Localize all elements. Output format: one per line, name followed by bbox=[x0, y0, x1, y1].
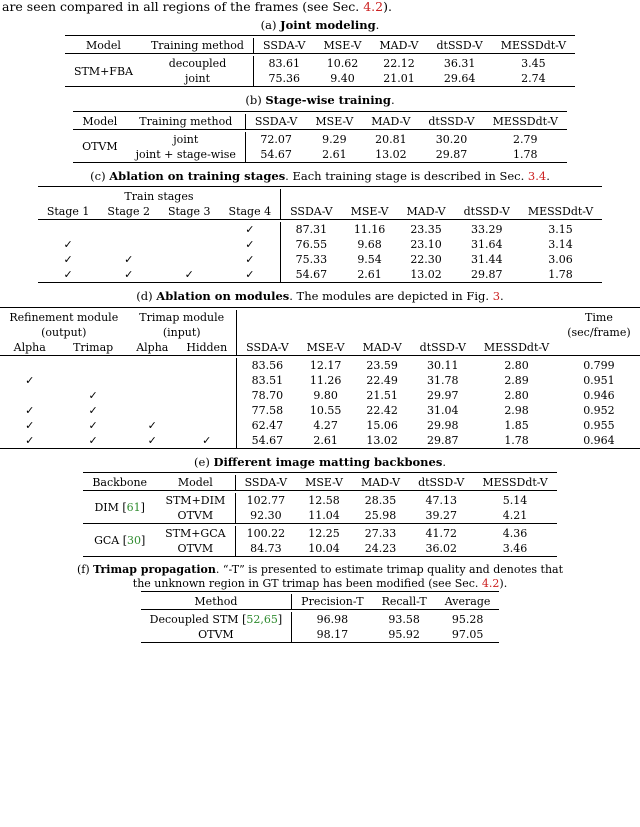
cell-value: 22.12 bbox=[383, 57, 415, 71]
col-refine-trimap: Trimap bbox=[73, 340, 114, 354]
table-row bbox=[0, 358, 639, 373]
col-messddt: MESSDdt-V bbox=[527, 205, 594, 219]
table-row bbox=[0, 403, 639, 418]
method-name: Decoupled STM bbox=[149, 613, 239, 627]
cell-model: OTVM bbox=[177, 508, 214, 522]
cell-value: 1.78 bbox=[513, 147, 538, 161]
module-check: ✓ bbox=[88, 418, 98, 432]
cell-value: 13.02 bbox=[366, 433, 398, 447]
cell-value: 2.61 bbox=[322, 147, 347, 161]
group-header-trimap-module: Trimap module bbox=[139, 310, 225, 324]
cell-value: 9.29 bbox=[322, 132, 347, 146]
cell-value: 77.58 bbox=[237, 403, 298, 418]
cell-value: 3.15 bbox=[548, 223, 573, 237]
cell-value: 36.02 bbox=[425, 541, 457, 555]
cell-value: 76.55 bbox=[281, 237, 342, 252]
table-row bbox=[0, 418, 639, 433]
table-row-header bbox=[0, 340, 639, 356]
time-header: Time bbox=[585, 310, 613, 324]
table-row-group-subheader bbox=[0, 325, 639, 340]
cell-method: joint + stage-wise bbox=[135, 147, 236, 161]
cell-value: 83.61 bbox=[253, 56, 314, 71]
caption-end: . bbox=[546, 168, 550, 183]
cell-value: 24.23 bbox=[364, 541, 397, 555]
col-mse: MSE-V bbox=[323, 39, 362, 53]
cell-value: 78.70 bbox=[237, 388, 298, 403]
col-model: Model bbox=[82, 114, 118, 128]
cell-model: STM+FBA bbox=[73, 64, 133, 78]
top-text-end: ). bbox=[383, 0, 392, 14]
table-row bbox=[38, 237, 602, 252]
cell-value: 27.33 bbox=[364, 526, 397, 540]
group-header-refinement-module: Refinement module bbox=[9, 310, 119, 324]
cell-value: 13.02 bbox=[410, 268, 442, 282]
module-check: ✓ bbox=[88, 403, 98, 417]
module-check bbox=[177, 388, 236, 403]
caption-title: Joint modeling bbox=[280, 18, 376, 32]
module-check: ✓ bbox=[202, 433, 212, 447]
group-header-train-stages: Train stages bbox=[124, 190, 194, 204]
cell-value: 4.36 bbox=[502, 526, 528, 540]
col-mad: MAD-V bbox=[379, 39, 419, 53]
cell-value: 2.61 bbox=[357, 268, 382, 282]
module-check bbox=[177, 373, 236, 388]
section-reference[interactable]: 4.2 bbox=[481, 577, 500, 591]
stage-check: ✓ bbox=[63, 238, 73, 252]
col-messddt: MESSDdt-V bbox=[482, 475, 548, 489]
table-row bbox=[0, 433, 639, 449]
caption-end: ). bbox=[499, 577, 508, 591]
cell-value: 29.87 bbox=[435, 147, 468, 161]
table-b bbox=[73, 111, 567, 165]
stage-check: ✓ bbox=[63, 253, 73, 267]
col-mse: MSE-V bbox=[306, 340, 345, 354]
cell-value: 9.80 bbox=[313, 388, 338, 402]
cell-value: 84.73 bbox=[235, 541, 296, 557]
col-mad: MAD-V bbox=[406, 205, 446, 219]
caption-suffix: . bbox=[375, 18, 380, 32]
cell-value: 54.67 bbox=[245, 147, 306, 163]
table-f-caption bbox=[0, 563, 640, 592]
stage-check: ✓ bbox=[124, 253, 134, 267]
col-refine-alpha: Alpha bbox=[13, 340, 46, 354]
table-c-block bbox=[0, 169, 640, 285]
caption-suffix: . bbox=[442, 454, 446, 469]
stage-check: ✓ bbox=[63, 268, 73, 282]
col-mse: MSE-V bbox=[305, 475, 343, 489]
table-row-header bbox=[38, 204, 602, 220]
stage-check: ✓ bbox=[124, 268, 134, 282]
cell-value: 3.46 bbox=[502, 541, 528, 555]
caption-title: Ablation on modules bbox=[156, 289, 290, 304]
col-average: Average bbox=[444, 595, 491, 609]
cell-value: 11.04 bbox=[308, 508, 340, 522]
module-check: ✓ bbox=[25, 433, 35, 447]
citation-reference[interactable]: 52,65 bbox=[246, 613, 278, 627]
table-c-caption bbox=[0, 169, 640, 183]
table-row bbox=[73, 147, 567, 163]
caption-prefix: (e) bbox=[194, 454, 210, 469]
cell-value: 23.35 bbox=[410, 223, 442, 237]
cell-value: 22.42 bbox=[366, 403, 398, 417]
stage-check bbox=[159, 222, 220, 237]
col-messddt: MESSDdt-V bbox=[483, 340, 550, 354]
cell-value: 29.98 bbox=[427, 418, 459, 432]
table-a-caption bbox=[0, 18, 640, 32]
cell-value: 30.20 bbox=[435, 132, 468, 146]
col-trimap-alpha: Alpha bbox=[136, 340, 169, 354]
table-row bbox=[141, 612, 500, 627]
table-row bbox=[141, 627, 500, 643]
cell-backbone: GCA [30] bbox=[94, 534, 146, 548]
stage-check: ✓ bbox=[245, 238, 255, 252]
cell-value: 5.14 bbox=[502, 493, 528, 507]
cell-value: 47.13 bbox=[425, 493, 457, 507]
cell-value: 72.07 bbox=[245, 132, 306, 147]
cell-value: 31.64 bbox=[470, 238, 503, 252]
col-stage-4: Stage 4 bbox=[228, 205, 272, 219]
cell-value: 15.06 bbox=[366, 418, 398, 432]
cell-value: 62.47 bbox=[237, 418, 298, 433]
col-mse: MSE-V bbox=[315, 114, 354, 128]
cell-time: 0.799 bbox=[583, 358, 615, 372]
cell-method: Decoupled STM [52,65] bbox=[149, 613, 283, 627]
col-ssda: SSDA-V bbox=[281, 204, 342, 220]
caption-title: Ablation on training stages bbox=[109, 168, 286, 183]
table-a bbox=[65, 35, 575, 89]
col-messddt: MESSDdt-V bbox=[492, 114, 558, 128]
cell-model: STM+DIM bbox=[165, 493, 226, 507]
cell-value: 33.29 bbox=[470, 223, 503, 237]
table-row-header bbox=[83, 475, 556, 491]
module-check bbox=[59, 373, 127, 388]
col-mad: MAD-V bbox=[371, 114, 411, 128]
col-ssda: SSDA-V bbox=[235, 475, 296, 491]
cell-value: 11.26 bbox=[309, 373, 342, 387]
caption-prefix: (a) bbox=[260, 18, 277, 32]
time-subheader: (sec/frame) bbox=[567, 325, 631, 339]
figure-reference[interactable]: 3 bbox=[492, 289, 501, 304]
citation-reference[interactable]: 61 bbox=[126, 501, 141, 515]
cell-value: 2.79 bbox=[513, 132, 538, 146]
cell-value: 31.78 bbox=[427, 373, 459, 387]
col-training-method: Training method bbox=[150, 39, 244, 53]
cell-time: 0.951 bbox=[583, 373, 615, 387]
cell-value: 83.51 bbox=[237, 373, 298, 388]
cell-time: 0.952 bbox=[583, 403, 615, 417]
col-model: Model bbox=[85, 39, 121, 53]
page-top-text-line bbox=[0, 0, 640, 14]
module-check bbox=[177, 418, 236, 433]
col-recall-t: Recall-T bbox=[381, 595, 427, 609]
cell-value: 21.01 bbox=[383, 72, 415, 86]
table-d bbox=[0, 307, 639, 451]
col-ssda: SSDA-V bbox=[245, 114, 306, 130]
table-row bbox=[65, 56, 575, 71]
cell-value: 95.92 bbox=[388, 628, 420, 642]
stage-check bbox=[98, 237, 159, 252]
caption-line-1 bbox=[0, 563, 640, 577]
cell-value: 36.31 bbox=[443, 57, 476, 71]
table-e bbox=[83, 472, 556, 559]
col-method: Method bbox=[194, 595, 238, 609]
cell-backbone: DIM [61] bbox=[94, 501, 145, 515]
col-mse: MSE-V bbox=[350, 205, 389, 219]
module-check bbox=[127, 373, 177, 388]
table-row bbox=[73, 132, 567, 147]
cell-value: 1.85 bbox=[504, 418, 529, 432]
module-check bbox=[177, 403, 236, 418]
table-row bbox=[0, 388, 639, 403]
cell-value: 30.11 bbox=[427, 358, 459, 372]
col-dtssd: dtSSD-V bbox=[428, 114, 475, 128]
cell-value: 2.89 bbox=[504, 373, 529, 387]
cell-value: 1.78 bbox=[504, 433, 529, 447]
module-check: ✓ bbox=[88, 388, 98, 402]
table-a-block bbox=[0, 18, 640, 89]
cell-model: STM+GCA bbox=[165, 526, 226, 540]
cell-value: 13.02 bbox=[375, 147, 407, 161]
caption-prefix: (d) bbox=[136, 289, 153, 304]
table-f-block bbox=[0, 563, 640, 646]
col-model: Model bbox=[177, 475, 213, 489]
caption-prefix: (b) bbox=[245, 93, 262, 108]
cell-value: 75.36 bbox=[253, 71, 314, 87]
stage-check: ✓ bbox=[184, 268, 194, 282]
module-check: ✓ bbox=[25, 403, 35, 417]
stage-check bbox=[98, 222, 159, 237]
cell-value: 23.59 bbox=[366, 358, 398, 372]
cell-value: 75.33 bbox=[281, 252, 342, 267]
module-check: ✓ bbox=[147, 418, 157, 432]
col-dtssd: dtSSD-V bbox=[418, 475, 465, 489]
cell-value: 97.05 bbox=[451, 628, 484, 642]
col-stage-1: Stage 1 bbox=[46, 205, 90, 219]
table-row bbox=[0, 373, 639, 388]
cell-value: 10.04 bbox=[308, 541, 340, 555]
cell-value: 23.10 bbox=[410, 238, 442, 252]
table-row-group-header bbox=[38, 189, 602, 204]
module-check: ✓ bbox=[147, 433, 157, 447]
module-check bbox=[0, 388, 59, 403]
col-training-method: Training method bbox=[139, 114, 233, 128]
cell-value: 102.77 bbox=[235, 493, 296, 508]
col-precision-t: Precision-T bbox=[292, 594, 373, 610]
col-dtssd: dtSSD-V bbox=[419, 340, 466, 354]
section-reference[interactable]: 4.2 bbox=[363, 0, 384, 14]
table-row-header bbox=[65, 38, 575, 54]
cell-value: 83.56 bbox=[237, 358, 298, 373]
cell-value: 29.97 bbox=[427, 388, 459, 402]
cell-value: 87.31 bbox=[281, 222, 342, 237]
cell-value: 2.98 bbox=[504, 403, 529, 417]
cell-time: 0.955 bbox=[583, 418, 615, 432]
cell-value: 95.28 bbox=[451, 613, 484, 627]
col-mad: MAD-V bbox=[362, 340, 402, 354]
cell-value: 29.87 bbox=[427, 433, 459, 447]
col-mad: MAD-V bbox=[361, 475, 401, 489]
cell-model: OTVM bbox=[177, 541, 214, 555]
cell-value: 3.06 bbox=[548, 253, 573, 267]
col-messddt: MESSDdt-V bbox=[500, 39, 567, 53]
caption-line-2 bbox=[0, 577, 640, 591]
cell-value: 4.27 bbox=[313, 418, 338, 432]
cell-value: 96.98 bbox=[292, 612, 373, 627]
cell-value: 21.51 bbox=[366, 388, 398, 402]
cell-method: decoupled bbox=[168, 57, 227, 71]
cell-value: 98.17 bbox=[292, 627, 373, 643]
cell-value: 31.04 bbox=[427, 403, 459, 417]
table-b-block bbox=[0, 93, 640, 164]
table-f bbox=[141, 591, 500, 645]
col-dtssd: dtSSD-V bbox=[463, 205, 510, 219]
cell-value: 93.58 bbox=[388, 613, 420, 627]
table-d-caption bbox=[0, 289, 640, 303]
col-dtssd: dtSSD-V bbox=[436, 39, 483, 53]
caption-suffix: . “-T” is presented to estimate trimap quality and denotes that bbox=[215, 562, 564, 576]
cell-value: 12.58 bbox=[308, 493, 340, 507]
cell-value: 10.62 bbox=[326, 57, 359, 71]
caption-title: Stage-wise training bbox=[265, 93, 391, 108]
stage-check bbox=[159, 252, 220, 267]
stage-check: ✓ bbox=[245, 253, 255, 267]
section-reference[interactable]: 3.4 bbox=[527, 168, 547, 183]
col-ssda: SSDA-V bbox=[253, 38, 314, 54]
cell-value: 3.45 bbox=[521, 57, 546, 71]
cell-value: 9.54 bbox=[357, 253, 382, 267]
col-trimap-hidden: Hidden bbox=[186, 340, 228, 354]
group-subheader-input: (input) bbox=[162, 325, 201, 339]
table-c bbox=[38, 186, 602, 285]
cell-model: OTVM bbox=[82, 140, 118, 154]
module-check bbox=[127, 388, 177, 403]
top-text: are seen compared in all regions of the frames (see Sec. bbox=[2, 0, 364, 14]
caption-prefix: (c) bbox=[90, 168, 106, 183]
cell-value: 3.14 bbox=[548, 238, 573, 252]
cell-value: 54.67 bbox=[237, 433, 298, 449]
caption-title: Different image matting backbones bbox=[213, 454, 443, 469]
cell-value: 22.49 bbox=[366, 373, 398, 387]
table-row bbox=[83, 493, 556, 508]
cell-value: 2.80 bbox=[504, 388, 529, 402]
caption-prefix: (f) bbox=[76, 562, 90, 576]
caption-end: . bbox=[500, 289, 504, 304]
col-backbone: Backbone bbox=[92, 475, 148, 489]
stage-check bbox=[38, 222, 99, 237]
table-row bbox=[38, 222, 602, 237]
cell-value: 9.40 bbox=[330, 72, 355, 86]
cell-value: 31.44 bbox=[470, 253, 503, 267]
group-subheader-output: (output) bbox=[41, 325, 87, 339]
caption-suffix: . The modules are depicted in Fig. bbox=[289, 289, 493, 304]
cell-value: 2.74 bbox=[521, 72, 546, 86]
cell-value: 28.35 bbox=[364, 493, 397, 507]
table-row bbox=[65, 71, 575, 87]
cell-value: 10.55 bbox=[309, 403, 342, 417]
backbone-name: DIM bbox=[94, 501, 119, 515]
caption-line2-text: the unknown region in GT trimap has been modified (see Sec. bbox=[132, 577, 482, 591]
cell-value: 29.64 bbox=[443, 72, 476, 86]
cell-method: joint bbox=[184, 72, 210, 86]
module-check bbox=[59, 358, 127, 373]
stage-check: ✓ bbox=[245, 223, 255, 237]
cell-value: 22.30 bbox=[410, 253, 442, 267]
table-row-header bbox=[73, 114, 567, 130]
module-check bbox=[0, 358, 59, 373]
cell-value: 100.22 bbox=[235, 526, 296, 541]
cell-value: 25.98 bbox=[364, 508, 397, 522]
col-ssda: SSDA-V bbox=[237, 340, 298, 356]
cell-method: OTVM bbox=[198, 628, 234, 642]
cell-value: 92.30 bbox=[235, 508, 296, 524]
module-check: ✓ bbox=[88, 433, 98, 447]
cell-value: 39.27 bbox=[425, 508, 457, 522]
cell-method: joint bbox=[173, 132, 199, 146]
cell-time: 0.964 bbox=[583, 433, 615, 447]
cell-time: 0.946 bbox=[583, 388, 615, 402]
citation-reference[interactable]: 30 bbox=[127, 534, 142, 548]
stage-check bbox=[159, 237, 220, 252]
table-e-block bbox=[0, 455, 640, 559]
table-row-header bbox=[141, 594, 500, 610]
module-check bbox=[177, 358, 236, 373]
cell-value: 1.78 bbox=[548, 268, 573, 282]
cell-value: 2.61 bbox=[313, 433, 338, 447]
cell-value: 12.25 bbox=[308, 526, 340, 540]
col-stage-3: Stage 3 bbox=[167, 205, 211, 219]
module-check: ✓ bbox=[25, 373, 35, 387]
stage-check: ✓ bbox=[245, 268, 255, 282]
table-b-caption bbox=[0, 93, 640, 107]
module-check bbox=[127, 358, 177, 373]
table-row-group-header bbox=[0, 310, 639, 325]
caption-suffix: . bbox=[390, 93, 395, 108]
cell-value: 9.68 bbox=[357, 238, 382, 252]
module-check: ✓ bbox=[25, 418, 35, 432]
cell-value: 12.17 bbox=[309, 358, 342, 372]
cell-value: 20.81 bbox=[375, 132, 407, 146]
cell-value: 29.87 bbox=[470, 268, 503, 282]
cell-value: 11.16 bbox=[353, 223, 386, 237]
table-row bbox=[38, 267, 602, 283]
backbone-name: GCA bbox=[94, 534, 120, 548]
cell-value: 4.21 bbox=[502, 508, 528, 522]
table-e-caption bbox=[0, 455, 640, 469]
table-row bbox=[83, 526, 556, 541]
module-check bbox=[127, 403, 177, 418]
cell-value: 2.80 bbox=[504, 358, 529, 372]
table-row bbox=[38, 252, 602, 267]
cell-value: 54.67 bbox=[281, 267, 342, 283]
col-stage-2: Stage 2 bbox=[107, 205, 150, 219]
cell-value: 41.72 bbox=[425, 526, 457, 540]
caption-title: Trimap propagation bbox=[93, 562, 216, 576]
table-d-block bbox=[0, 289, 640, 450]
caption-suffix: . Each training stage is described in Sec. bbox=[285, 168, 528, 183]
